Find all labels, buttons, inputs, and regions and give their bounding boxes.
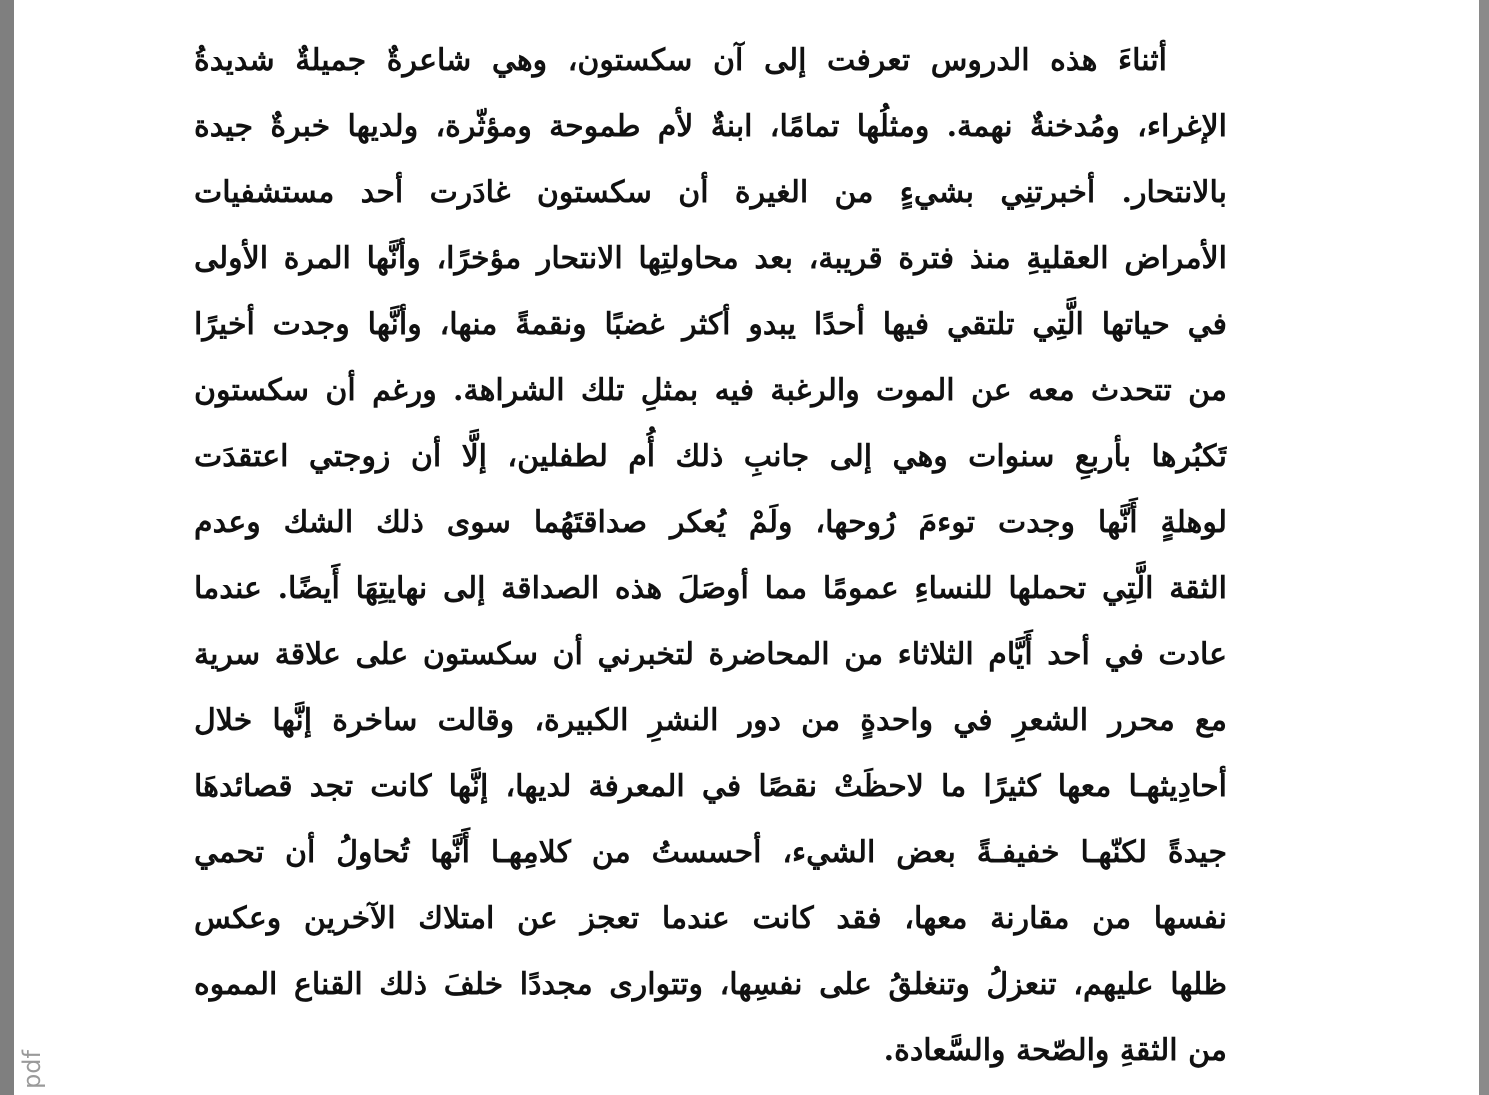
paragraph-line: الإغراء، ومُدخنةٌ نهمة. ومثلُها تمامًا، ابنةٌ لأم طموحة ومؤثّرة، ولديها خبرةٌ جيدة bbox=[194, 109, 1227, 144]
paragraph-line: من الثقةِ والصّحة والسَّعادة. bbox=[883, 1033, 1227, 1068]
paragraph-line: في حياتها الَّتِي تلتقي فيها أحدًا يبدو أكثر غضبًا ونقمةً منها، وأنَّها وجدت أخيرًا bbox=[194, 307, 1227, 342]
paragraph-line: ظلها عليهم، تنعزلُ وتنغلقُ على نفسِها، وتتوارى مجددًا خلفَ ذلك القناع المموه bbox=[194, 967, 1227, 1002]
paragraph-line: تَكبُرها بأربعِ سنوات وهي إلى جانبِ ذلك أُم لطفلين، إلَّا أن زوجتي اعتقدَت bbox=[194, 439, 1227, 474]
paragraph-line: لوهلةٍ أَنَّها وجدت توءمَ رُوحها، ولَمْ يُعكر صداقتَهُما سوى ذلك الشك وعدم bbox=[194, 505, 1227, 540]
paragraph-line: عادت في أحد أَيَّام الثلاثاء من المحاضرة لتخبرني أن سكستون على علاقة سرية bbox=[194, 637, 1227, 672]
paragraph-line: جيدةً لكنّهـا خفيفـةً بعض الشيء، أحسستُ من كلامِهـا أَنَّها تُحاولُ أن تحمي bbox=[194, 835, 1227, 870]
paragraph-line: مع محرر الشعرِ في واحدةٍ من دور النشرِ الكبيرة، وقالت ساخرة إنَّها خلال bbox=[194, 703, 1227, 738]
document-page bbox=[60, 0, 1470, 1095]
paragraph-line: أحادِيثهـا معها كثيرًا ما لاحظَتْ نقصًا في المعرفة لديها، إنَّها كانت تجد قصائدهَا bbox=[194, 769, 1227, 804]
paragraph-line: بالانتحار. أخبرتنِي بشيءٍ من الغيرة أن سكستون غادَرت أحد مستشفيات bbox=[194, 175, 1227, 210]
right-scrollbar-gutter[interactable] bbox=[1479, 0, 1489, 1095]
paragraph-line: الثقة الَّتِي تحملها للنساءِ عمومًا مما أوصَلَ هذه الصداقة إلى نهايتِهَا أَيضًا. عندما bbox=[194, 571, 1227, 606]
paragraph-line: نفسها من مقارنة معها، فقد كانت عندما تعجز عن امتلاك الآخرين وعكس bbox=[194, 901, 1227, 936]
paragraph bbox=[194, 28, 1227, 1084]
left-gutter bbox=[0, 0, 14, 1095]
paragraph-line: الأمراض العقليةِ منذ فترة قريبة، بعد محاولتِها الانتحار مؤخرًا، وأنَّها المرة الأولى bbox=[194, 241, 1227, 276]
paragraph-line: من تتحدث معه عن الموت والرغبة فيه بمثلِ تلك الشراهة. ورغم أن سكستون bbox=[194, 373, 1227, 408]
paragraph-line: أثناءَ هذه الدروس تعرفت إلى آن سكستون، وهي شاعرةٌ جميلةٌ شديدةُ bbox=[194, 43, 1167, 78]
pdf-side-label: pdf bbox=[18, 1050, 46, 1089]
